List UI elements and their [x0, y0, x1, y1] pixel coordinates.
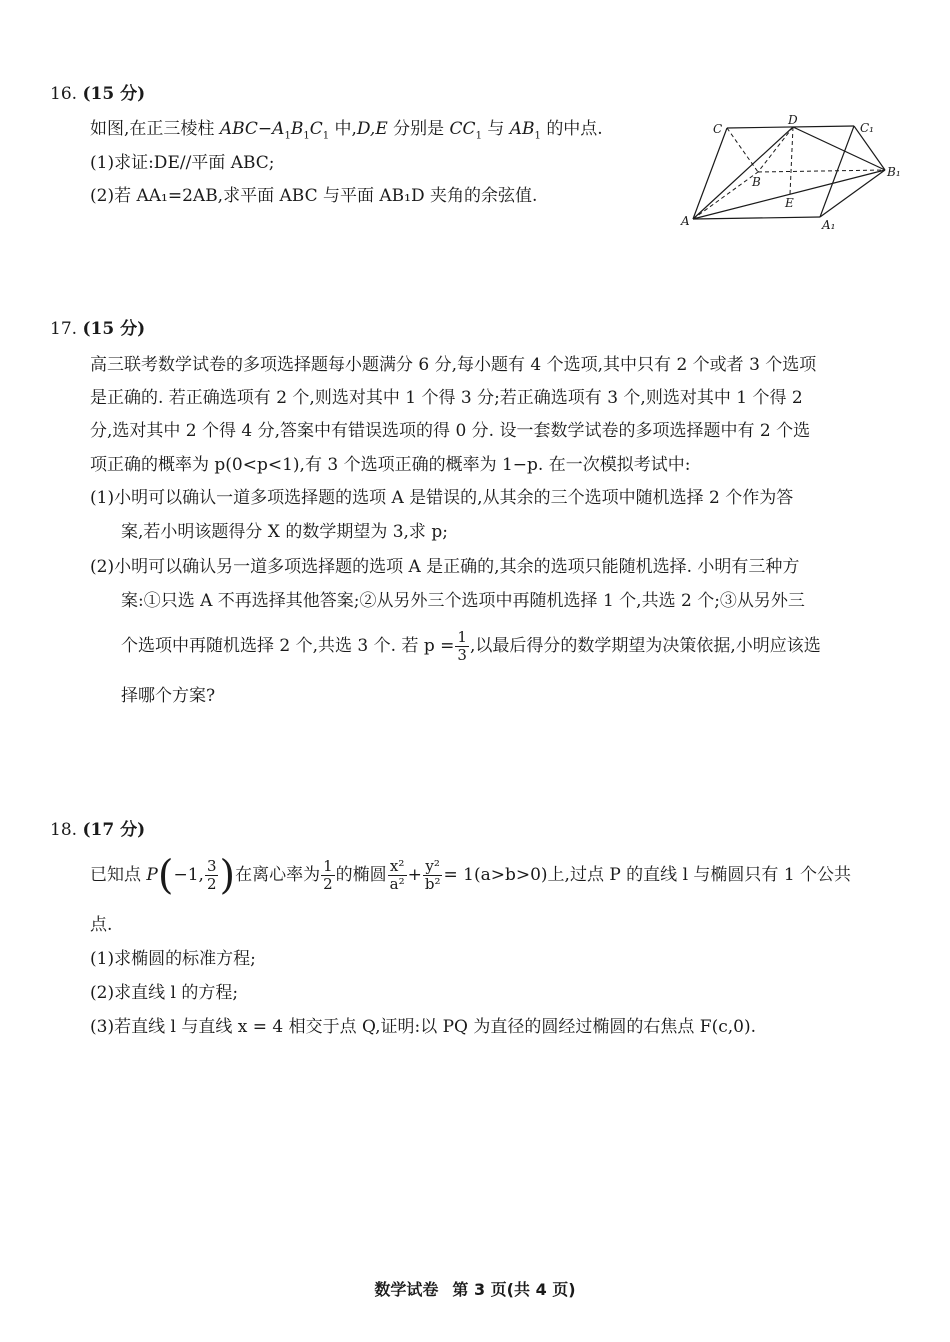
q17-frac-num: 1 [457, 628, 467, 646]
q18-stem-d: = 1(a>b>0)上,过点 P 的直线 l 与椭圆只有 1 个公共 [443, 865, 852, 885]
footer-subject: 数学试卷 [374, 1280, 439, 1299]
q16-stem: 如图,在正三棱柱 $ABC-A_1B_1C_1$ 中,D,E 分别是 $CC_1$ 与 $AB_1$ 的中点. [90, 119, 603, 142]
q17-part1-line-1: (1)小明可以确认一道多项选择题的选项 A 是错误的,从其余的三个选项中随机选择 2 个作为答 [90, 488, 794, 508]
q18-part1: (1)求椭圆的标准方程; [90, 949, 256, 969]
page-footer [0, 1277, 950, 1300]
q18-eccentricity-frac [321, 858, 335, 893]
label-c1: C₁ [860, 121, 874, 135]
q16-number: 16. [50, 84, 78, 104]
q18-y-frac [423, 858, 443, 893]
q18-stem-line-2: 点. [90, 915, 113, 935]
q18-e-num: 1 [323, 857, 333, 875]
q17-frac-den: 3 [457, 646, 467, 664]
q16-points: (15 分) [82, 84, 146, 104]
q18-e-den: 2 [323, 875, 333, 893]
q16-stem-text: 如图,在正三棱柱 [90, 119, 215, 139]
q18-plus: + [407, 865, 422, 885]
q17-part1-line-2: 案,若小明该题得分 X 的数学期望为 3,求 p; [121, 522, 448, 542]
q18-stem-a: 已知点 [90, 865, 141, 885]
q16-stem-end: 的中点. [546, 119, 603, 139]
q16-header [50, 83, 145, 105]
q18-part3: (3)若直线 l 与直线 x = 4 相交于点 Q,证明:以 PQ 为直径的圆经过椭圆的右焦点 F(c,0). [90, 1017, 757, 1037]
q17-stem-line-1: 高三联考数学试卷的多项选择题每小题满分 6 分,每小题有 4 个选项,其中只有 2 个或者 3 个选项 [90, 355, 817, 375]
q18-pt-num: 3 [206, 857, 217, 875]
q17-header [50, 318, 145, 340]
q16-part1: (1)求证:DE//平面 ABC; [90, 153, 275, 173]
q18-part2: (2)求直线 l 的方程; [90, 983, 239, 1003]
label-b1: B₁ [887, 165, 901, 179]
q18-stem-c: 的椭圆 [335, 865, 387, 885]
q17-part2-line-3b: ,以最后得分的数学期望为决策依据,小明应该选 [469, 636, 821, 656]
label-c: C [713, 122, 723, 136]
q18-point-y-frac [205, 858, 219, 893]
q17-part2-line-2: 案:①只选 A 不再选择其他答案;②从另外三个选项中再随机选择 1 个,共选 2 个;③从另外三 [121, 591, 805, 611]
footer-page-number: 第 3 页(共 4 页) [452, 1280, 576, 1299]
q17-number: 17. [50, 319, 78, 339]
label-e: E [785, 196, 794, 210]
q18-points: (17 分) [82, 820, 146, 840]
q16-stem-mid: 中, [334, 119, 357, 139]
q17-stem-line-2: 是正确的. 若正确选项有 2 个,则选对其中 1 个得 3 分;若正确选项有 3 个,则选对其中 1 个得 2 [90, 388, 803, 408]
label-b: B [752, 175, 761, 189]
q18-point-p: P [146, 865, 158, 885]
q18-number: 18. [50, 820, 78, 840]
q18-pt-den: 2 [206, 875, 217, 893]
q16-stem-and: 与 [487, 119, 505, 139]
prism-figure [680, 112, 910, 234]
q17-stem-line-4: 项正确的概率为 p(0<p<1),有 3 个选项正确的概率为 1−p. 在一次模拟考试中: [90, 455, 691, 475]
q18-stem-line-1: 已知点 P(−1, $\frac{3}{2}$ )在离心率为 $\frac{1}{2}$ 的椭圆 $\frac{\text{x²}}{\text{a²}}$ + $\frac{\text{y²}}{\text{b²}}$ = 1(a>b>0)上,过点 P 的直线 l 与椭圆只有 1 个公共 [90, 852, 852, 899]
q16-part2: (2)若 AA₁=2AB,求平面 ABC 与平面 AB₁D 夹角的余弦值. [90, 186, 538, 206]
q16-stem-mid2: 分别是 [393, 119, 445, 139]
q17-part2-line-3 [121, 624, 821, 668]
label-a1: A₁ [822, 218, 836, 232]
q18-x-den: a² [389, 875, 405, 893]
q18-point-x: −1, [173, 865, 204, 885]
q17-part2-line-1: (2)小明可以确认另一道多项选择题的选项 A 是正确的,其余的选项只能随机选择. 小明有三种方 [90, 557, 800, 577]
label-d: D [788, 113, 798, 127]
label-a: A [681, 214, 690, 228]
q17-part2-line-3a: 个选项中再随机选择 2 个,共选 3 个. 若 p = [121, 636, 455, 656]
q18-x-num: x² [388, 858, 407, 876]
q17-stem-line-3: 分,选对其中 2 个得 4 分,答案中有错误选项的得 0 分. 设一套数学试卷的多项选择题中有 2 个选 [90, 421, 811, 441]
q18-stem-b: 在离心率为 [235, 865, 321, 885]
q18-y-den: b² [424, 875, 441, 893]
q16-stem-de: D,E [356, 119, 388, 139]
q17-part2-line-4: 择哪个方案? [121, 686, 216, 706]
q18-y-num: y² [423, 858, 443, 876]
q17-fraction [455, 629, 469, 664]
q17-points: (15 分) [82, 319, 146, 339]
q18-header [50, 819, 145, 841]
q18-x-frac [388, 858, 407, 893]
